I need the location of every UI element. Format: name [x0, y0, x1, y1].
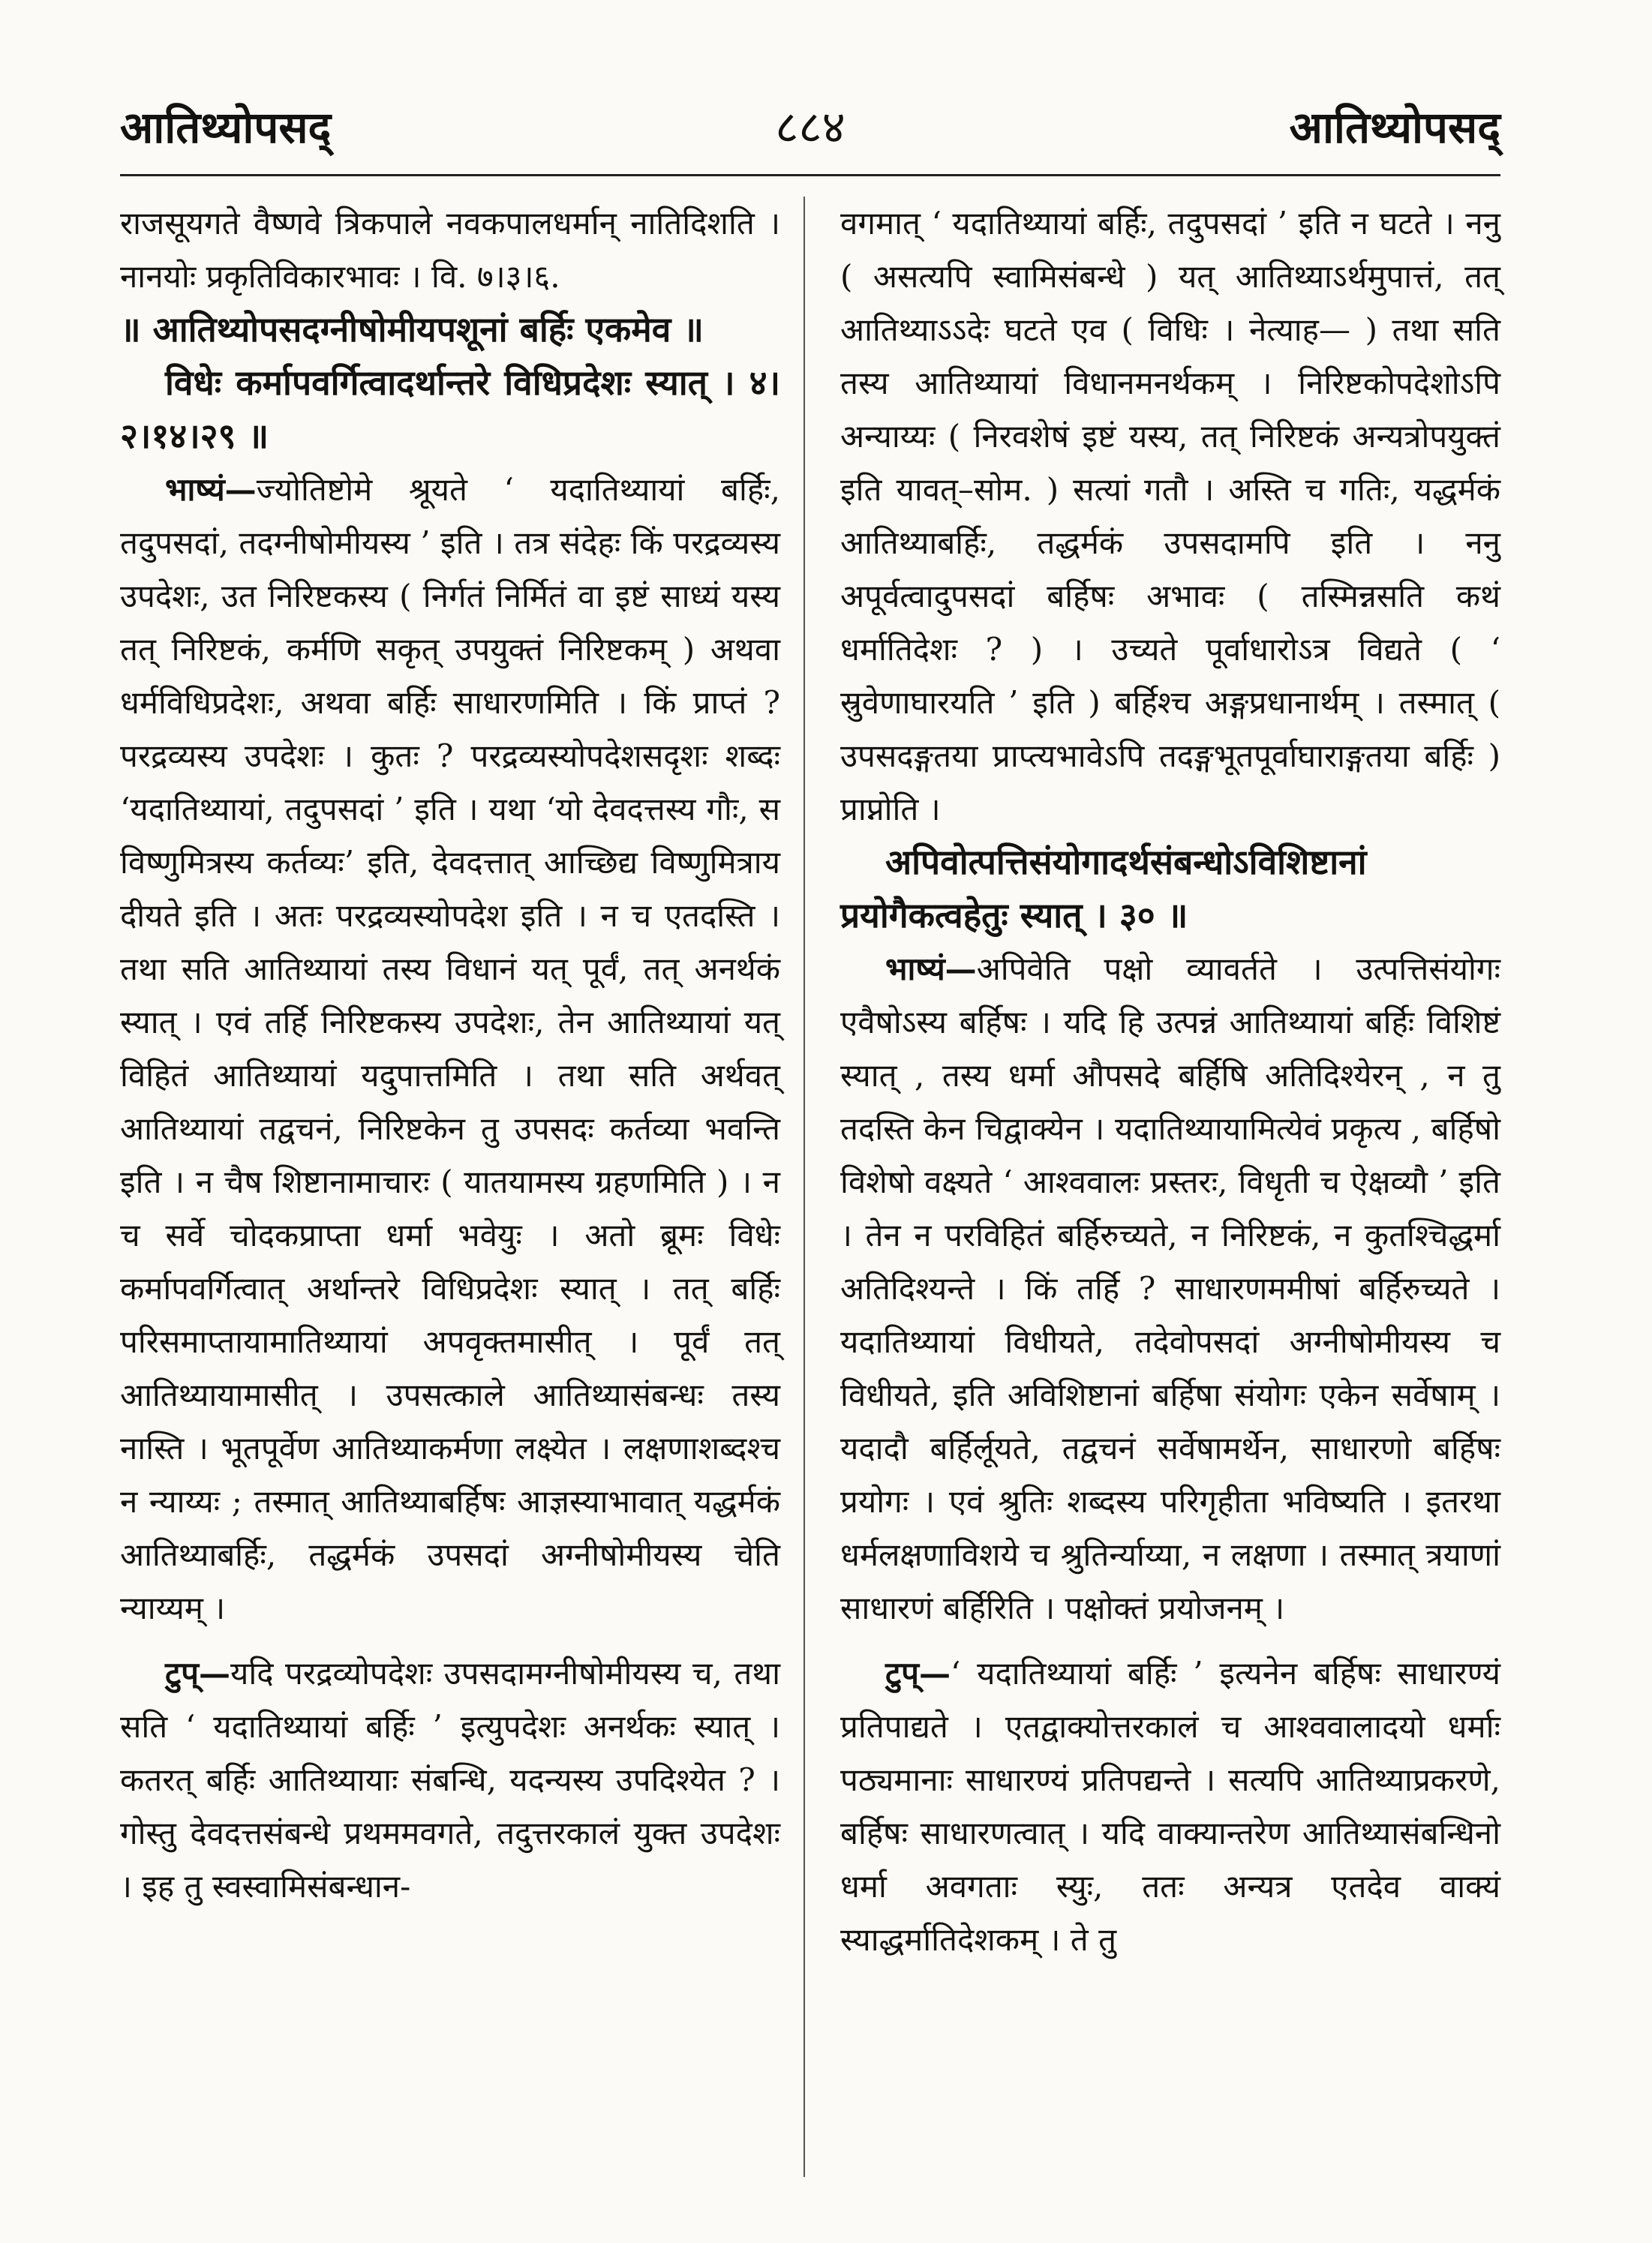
bhashya-label: भाष्यं—: [885, 950, 977, 987]
adhikarana-title: आतिथ्योपसदग्नीषोमीयपशूनां बर्हिः एकमेव ॥: [152, 309, 704, 350]
paragraph-continued: राजसूयगते वैष्णवे त्रिकपाले नवकपालधर्मान् नातिदिशति । नानयोः प्रकृतिविकारभावः । वि. ७।३।६.: [120, 205, 780, 295]
tup-text: यदि परद्रव्योपदेशः उपसदामग्नीषोमीयस्य च, तथा सति ‘ यदातिथ्यायां बर्हिः ’ इत्युपदेशः अनर्थकः स्यात् । कतरत् बर्हिः आतिथ्यायाः संबन्धि, यदन्यस्य उपदिश्येत ? । गोस्तु देवदत्तसंबन्धे प्रथममवगते, तदुत्तरकालं युक्त उपदेशः । इह तु स्वस्वामिसंबन्धान-: [120, 1655, 780, 1905]
running-title-right: आतिथ्योपसद्: [1289, 102, 1500, 153]
bhashya-text: ज्योतिष्टोमे श्रूयते ‘ यदातिथ्यायां बर्हिः, तदुपसदां, तदग्नीषोमीयस्य ’ इति । तत्र संदेहः किं परद्रव्यस्य उपदेशः, उत निरिष्टकस्य ( निर्गतं निर्मितं वा इष्टं साध्यं यस्य तत् निरिष्टकं, कर्मणि सकृत् उपयुक्तं निरिष्टकम् ) अथवा धर्मविधिप्रदेशः, अथवा बर्हिः साधारणमिति । किं प्राप्तं ? परद्रव्यस्य उपदेशः । कुतः ? परद्रव्यस्योपदेशसदृशः शब्दः ‘यदातिथ्यायां, तदुपसदां ’ इति । यथा ‘यो देवदत्तस्य गौः, स विष्णुमित्रस्य कर्तव्यः’ इति, देवदत्तात् आच्छिद्य विष्णुमित्राय दीयते इति । अतः परद्रव्यस्योपदेश इति । न च एतदस्ति । तथा सति आतिथ्यायां तस्य विधानं यत् पूर्वं, तत् अनर्थकं स्यात् । एवं तर्हि निरिष्टकस्य उपदेशः, तेन आतिथ्यायां यत् विहितं आतिथ्यायां यदुपात्तमिति । तथा सति अर्थवत् आतिथ्यायां तद्वचनं, निरिष्टकेन तु उपसदः कर्तव्या भवन्ति इति । न चैष शिष्टानामाचारः ( यातयामस्य ग्रहणमिति ) । न च सर्वे चोदकप्राप्ता धर्मा भवेयुः । अतो ब्रूमः विधेः कर्मापवर्गित्वात् अर्थान्तरे विधिप्रदेशः स्यात् । तत् बर्हिः परिसमाप्तायामातिथ्यायां अपवृक्तमासीत् । पूर्वं तत् आतिथ्यायामासीत् । उपसत्काले आतिथ्यासंबन्धः तस्य नास्ति । भूतपूर्वेण आतिथ्याकर्मणा लक्ष्येत । लक्षणाशब्दश्च न न्याय्यः ; तस्मात् आतिथ्याबर्हिषः आज्ञस्याभावात् यद्धर्मकं आतिथ्याबर्हिः, तद्धर्मकं उपसदां अग्नीषोमीयस्य चेति न्याय्यम् ।: [120, 471, 780, 1626]
page-number: ८८४: [775, 101, 846, 154]
tup-paragraph: [840, 1647, 1500, 1966]
right-column: [840, 197, 1500, 1966]
running-title-left: आतिथ्योपसद्: [120, 102, 332, 153]
sutra-text: विधेः कर्मापवर्गित्वादर्थान्तरे विधिप्रदेशः स्यात् । ४।२।१४।२९ ॥: [120, 362, 780, 456]
bhashya-label: भाष्यं—: [165, 471, 257, 508]
left-column: [120, 197, 780, 1913]
tup-label: टुप्—: [165, 1655, 231, 1692]
tup-text: ‘ यदातिथ्यायां बर्हिः ’ इत्यनेन बर्हिषः साधारण्यं प्रतिपाद्यते । एतद्वाक्योत्तरकालं च आश्ववालादयो धर्माः पठ्यमानाः साधारण्यं प्रतिपद्यन्ते । सत्यपि आतिथ्याप्रकरणे, बर्हिषः साधारणत्वात् । यदि वाक्यान्तरेण आतिथ्यासंबन्धिनो धर्मा अवगताः स्युः, ततः अन्यत्र एतदेव वाक्यं स्याद्धर्मातिदेशकम् । ते तु: [840, 1655, 1500, 1958]
bhashya-paragraph: [840, 942, 1500, 1635]
bhashya-paragraph: [120, 463, 780, 1635]
page-header: [120, 98, 1500, 180]
column-divider: [803, 197, 805, 2177]
tup-label: टुप्—: [885, 1655, 951, 1692]
paragraph-continued: वगमात् ‘ यदातिथ्यायां बर्हिः, तदुपसदां ’ इति न घटते । ननु ( असत्यपि स्वामिसंबन्धे ) यत् आतिथ्याऽर्थमुपात्तं, तत् आतिथ्याऽऽदेः घटते एव ( विधिः । नेत्याह— ) तथा सति तस्य आतिथ्यायां विधानमनर्थकम् । निरिष्टकोपदेशोऽपि अन्याय्यः ( निरवशेषं इष्टं यस्य, तत् निरिष्टकं अन्यत्रोपयुक्तं इति यावत्–सोम. ) सत्यां गतौ । अस्ति च गतिः, यद्धर्मकं आतिथ्याबर्हिः, तद्धर्मकं उपसदामपि इति । ननु अपूर्वत्वादुपसदां बर्हिषः अभावः ( तस्मिन्नसति कथं धर्मातिदेशः ? ) । उच्यते पूर्वाधारोऽत्र विद्यते ( ‘ स्रुवेणाघारयति ’ इति ) बर्हिश्च अङ्गप्रधानार्थम् । तस्मात् ( उपसदङ्गतया प्राप्त्यभावेऽपि तदङ्गभूतपूर्वाघाराङ्गतया बर्हिः ) प्राप्नोति ।: [840, 205, 1500, 827]
bhashya-text: अपिवेति पक्षो व्यावर्तते । उत्पत्तिसंयोगः एवैषोऽस्य बर्हिषः । यदि हि उत्पन्नं आतिथ्यायां बर्हिः विशिष्टं स्यात् , तस्य धर्मा औपसदे बर्हिषि अतिदिश्येरन् , न तु तदस्ति केन चिद्वाक्येन । यदातिथ्यायामित्येवं प्रकृत्य , बर्हिषो विशेषो वक्ष्यते ‘ आश्ववालः प्रस्तरः, विधृती च ऐक्षव्यौ ’ इति । तेन न परविहितं बर्हिरुच्यते, न निरिष्टकं, न कुतश्चिद्धर्मा अतिदिश्यन्ते । किं तर्हि ? साधारणममीषां बर्हिरुच्यते । यदातिथ्यायां विधीयते, तदेवोपसदां अग्नीषोमीयस्य च विधीयते, इति अविशिष्टानां बर्हिषा संयोगः एकेन सर्वेषाम् । यदादौ बर्हिर्लूयते, तद्वचनं सर्वेषामर्थेन, साधारणो बर्हिषः प्रयोगः । एवं श्रुतिः शब्दस्य परिगृहीता भविष्यति । इतरथा धर्मलक्षणाविशये च श्रुतिर्न्याय्या, न लक्षणा । तस्मात् त्रयाणां साधारणं बर्हिरिति । पक्षोक्तं प्रयोजनम् ।: [840, 950, 1500, 1626]
tup-paragraph: [120, 1647, 780, 1913]
header-rule: [120, 174, 1500, 176]
sutra-text: अपिवोत्पत्तिसंयोगादर्थसंबन्धोऽविशिष्टानां प्रयोगैकत्वहेतुः स्यात् । ३० ॥: [840, 842, 1367, 935]
adhikarana-marker: ॥: [120, 309, 141, 350]
adhikarana-heading: [120, 303, 780, 356]
